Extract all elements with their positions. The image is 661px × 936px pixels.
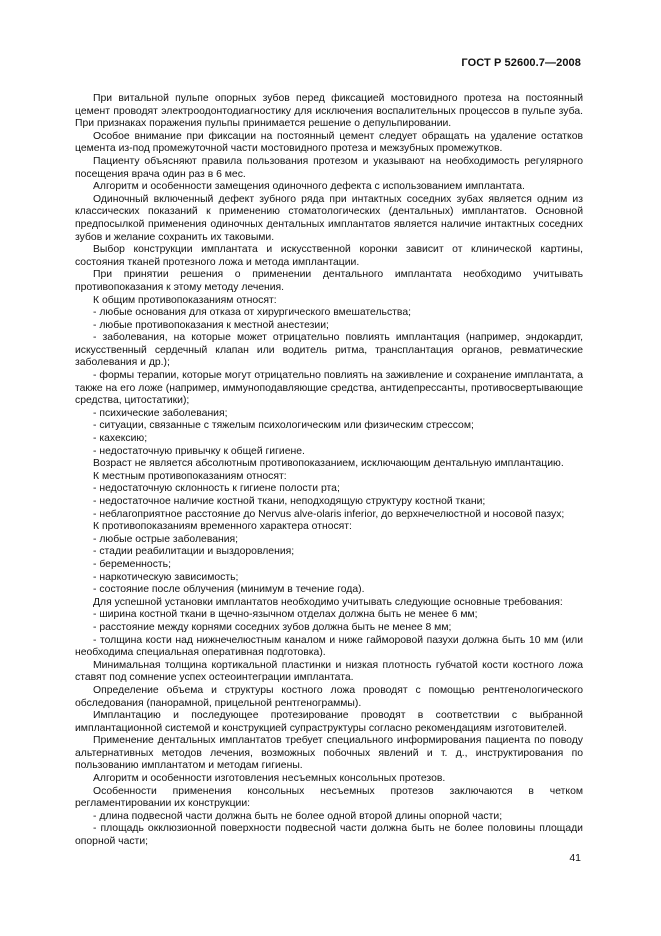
paragraph: При витальной пульпе опорных зубов перед фиксацией мостовидного протеза на постоянный цемент проводят электроодонтодиагностику для исключения воспалительных процессов в пульпе зуба. При признаках поражения пульпы принимается решение о депульпировании. bbox=[75, 93, 583, 130]
paragraph: Для успешной установки имплантатов необходимо учитывать следующие основные требования: bbox=[93, 596, 563, 608]
document-header: ГОСТ Р 52600.7—2008 bbox=[461, 57, 581, 69]
paragraph: Особое внимание при фиксации на постоянный цемент следует обращать на удаление остатков цемента из-под промежуточной части мостовидного протеза и межзубных промежутков. bbox=[75, 130, 583, 155]
paragraph: Пациенту объясняют правила пользования протезом и указывают на необходимость регулярного посещения врача один раз в 6 мес. bbox=[75, 155, 583, 180]
list-item: - недостаточную склонность к гигиене полости рта; bbox=[93, 483, 340, 495]
paragraph: К противопоказаниям временного характера относят: bbox=[93, 521, 352, 533]
list-item: - беременность; bbox=[93, 558, 171, 570]
paragraph: Определение объема и структуры костного ложа проводят с помощью рентгенологического обследования (панорамной, прицельной рентгенограммы). bbox=[75, 684, 583, 709]
list-item: - психические заболевания; bbox=[93, 407, 228, 419]
list-item: - толщина кости над нижнечелюстным каналом и ниже гаймoровой пазухи должна быть 10 мм (или необходима специальная оперативная подготовка). bbox=[75, 634, 583, 659]
list-item: - кахексию; bbox=[93, 433, 148, 445]
list-item: - ширина костной ткани в щечно-язычном отделах должна быть не менее 6 мм; bbox=[93, 609, 478, 621]
list-item: - ситуации, связанные с тяжелым психологическим или физическим стрессом; bbox=[93, 420, 474, 432]
list-item: - стадии реабилитации и выздоровления; bbox=[93, 546, 295, 558]
paragraph: К общим противопоказаниям относят: bbox=[93, 294, 277, 306]
page-number: 41 bbox=[569, 852, 581, 864]
list-item: - расстояние между корнями соседних зубов должна быть не менее 8 мм; bbox=[93, 621, 452, 633]
paragraph: Выбор конструкции имплантата и искусственной коронки зависит от клинической картины, состояния тканей протезного ложа и метода имплантации. bbox=[75, 244, 583, 268]
paragraph: Особенности применения консольных несъемных протезов заключаются в четком регламентировании их конструкции: bbox=[75, 785, 583, 810]
paragraph: Имплантацию и последующее протезирование проводят в соответствии с выбранной имплантационной системой и конструкцией супраструктуры согласно рекомендациям изготовителей. bbox=[75, 710, 583, 734]
list-item: - длина подвесной части должна быть не более одной второй длины опорной части; bbox=[93, 810, 503, 822]
list-item: - наркотическую зависимость; bbox=[93, 571, 239, 583]
list-item: - неблагоприятное расстояние до Nervus alve-olaris inferior, до верхнечелюстной и носовой пазух; bbox=[93, 508, 565, 520]
paragraph: Применение дентальных имплантатов требует специального информирования пациента по поводу альтернативных методов лечения, возможных побочных явлений и т. д., инструктирования по пользованию имплантатом и методам гигиены. bbox=[75, 735, 583, 772]
list-item: - любые основания для отказа от хирургического вмешательства; bbox=[93, 307, 411, 319]
list-item: - недостаточное наличие костной ткани, неподходящую структуру костной ткани; bbox=[93, 496, 486, 507]
paragraph: При принятии решения о применении дентального имплантата необходимо учитывать противопоказания к этому методу лечения. bbox=[75, 269, 583, 293]
list-item: - заболевания, на которые может отрицательно повлиять имплантация (например, эндокардит, искусственный сердечный клапан или водитель ритма, трансплантация органов, ревматические заболевания и др.); bbox=[75, 332, 583, 369]
paragraph: Одиночный включенный дефект зубного ряда при интактных соседних зубах является одним из классических показаний к применению стоматологических (дентальных) имплантатов. Основной предпосылкой применения одиночных дентальных имплантатов является наличие интактных соседних зубов и желание сохранить их таковыми. bbox=[75, 193, 583, 243]
list-item: - недостаточную привычку к общей гигиене. bbox=[93, 445, 305, 457]
list-item: - формы терапии, которые могут отрицательно повлиять на заживление и сохранение имплантата, а также на его ложе (например, иммуноподавляющие средства, антидепрессанты, противосвертывающие средства, цитостатики); bbox=[75, 370, 583, 407]
list-item: - любые противопоказания к местной анестезии; bbox=[93, 319, 329, 331]
paragraph: Алгоритм и особенности изготовления несъемных консольных протезов. bbox=[93, 773, 446, 785]
document-body bbox=[75, 93, 583, 849]
paragraph: Возраст не является абсолютным противопоказанием, исключающим дентальную имплантацию. bbox=[93, 458, 564, 470]
paragraph: Минимальная толщина кортикальной пластинки и низкая плотность губчатой кости костного ложа ставят под сомнение успех остеоинтеграции имплантата. bbox=[75, 659, 583, 684]
list-item: - любые острые заболевания; bbox=[93, 533, 239, 545]
list-item: - площадь окклюзионной поверхности подвесной части должна быть не более половины площади опорной части; bbox=[75, 823, 583, 848]
paragraph: К местным противопоказаниям относят: bbox=[93, 470, 287, 482]
list-item: - состояние после облучения (минимум в течение года). bbox=[93, 584, 365, 596]
paragraph: Алгоритм и особенности замещения одиночного дефекта с использованием имплантата. bbox=[93, 181, 525, 193]
